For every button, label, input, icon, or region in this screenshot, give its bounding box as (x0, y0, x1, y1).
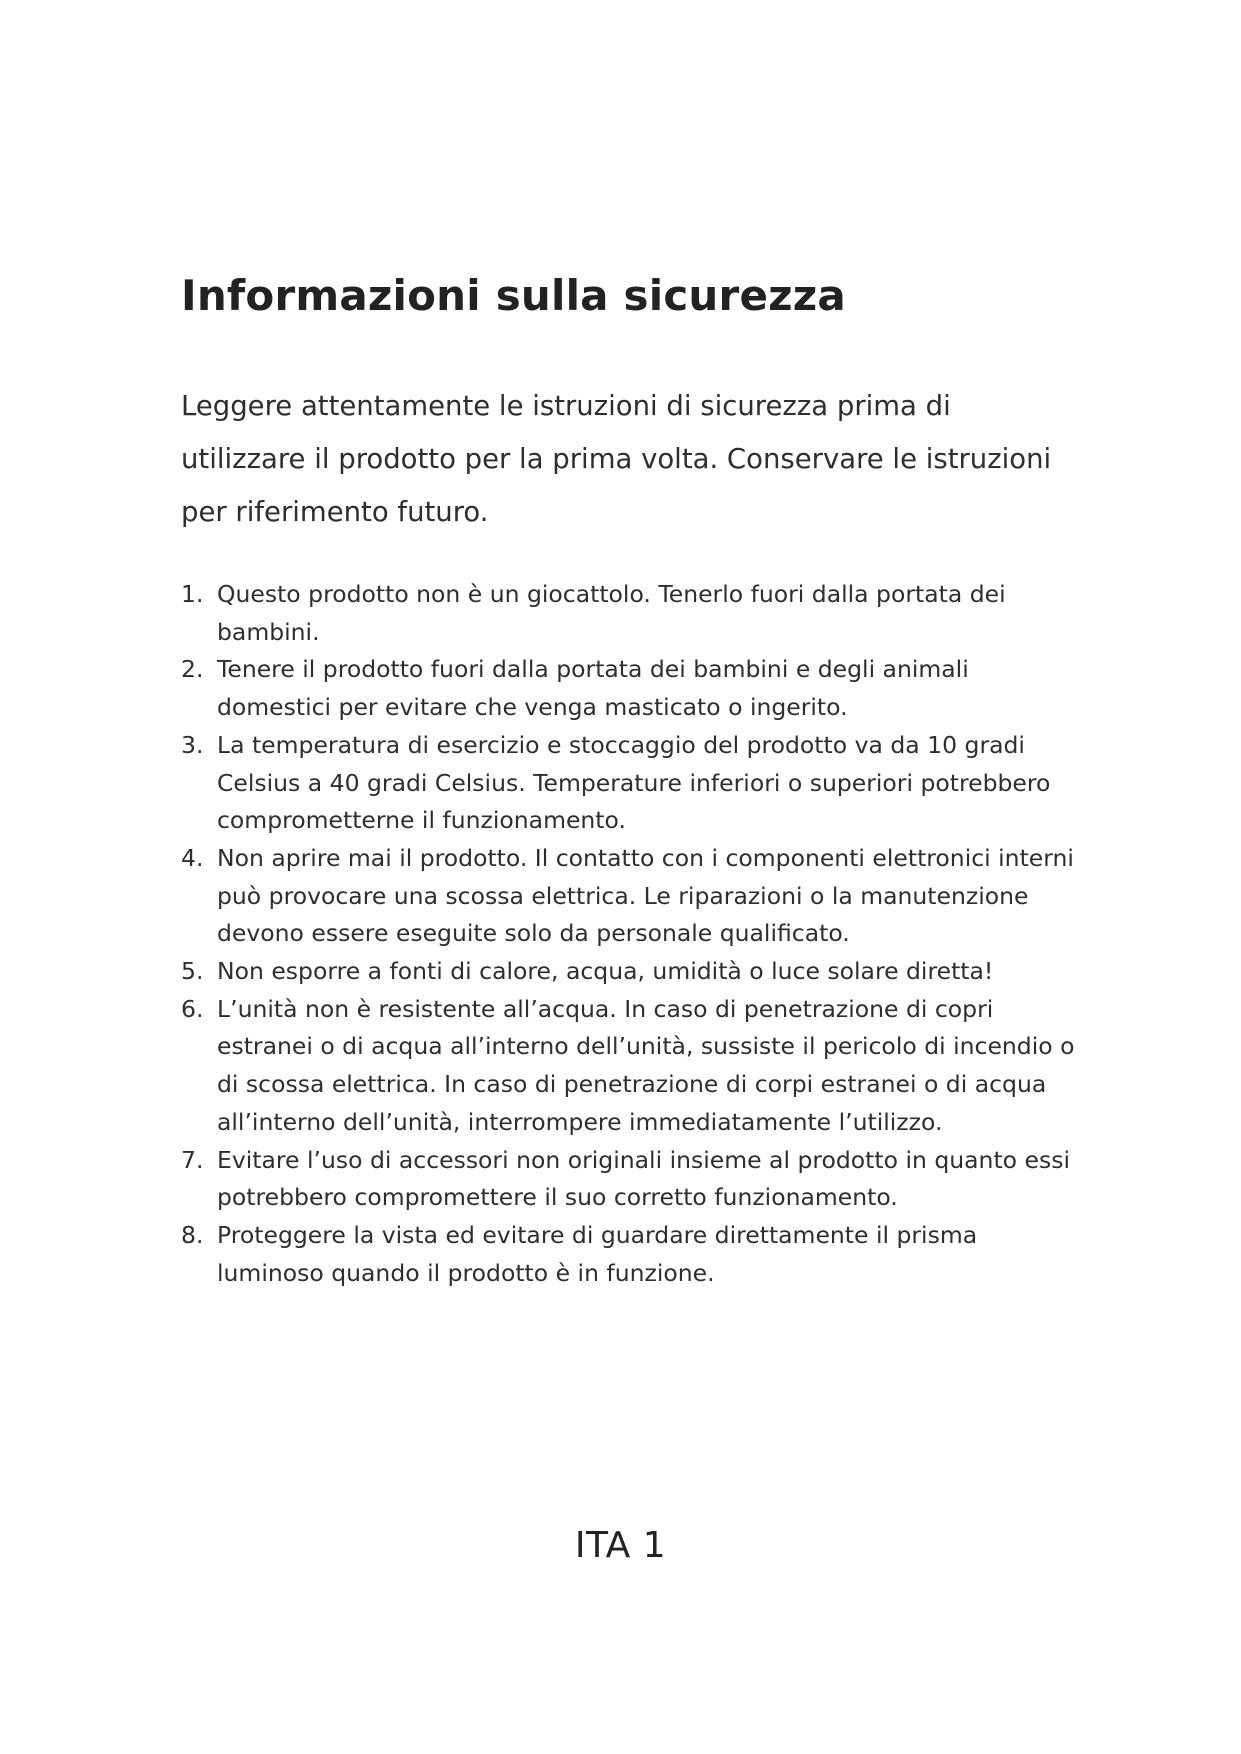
list-item (181, 651, 1081, 726)
list-item-number: 2. (181, 655, 204, 684)
list-item (181, 953, 1081, 991)
list-item-text: L’unità non è resistente all’acqua. In caso di penetrazione di copri estranei o di acqua all’interno dell’unità, sussiste il pericolo di incendio o di scossa elettrica. In caso di penetrazione di corpi estranei o di acqua all’interno dell’unità, interrompere immediatamente l’utilizzo. (217, 994, 1075, 1136)
list-item (181, 1142, 1081, 1217)
list-item-number: 4. (181, 843, 204, 872)
list-item-number: 5. (181, 957, 204, 986)
list-item-text: Non aprire mai il prodotto. Il contatto con i componenti elettronici interni può provocare una scossa elettrica. Le riparazioni o la manutenzione devono essere eseguite solo da personale qualificato. (217, 843, 1074, 948)
page-number: ITA 1 (574, 1525, 667, 1566)
list-item-number: 1. (181, 580, 204, 608)
safety-list (181, 576, 1081, 1292)
list-item-number: 8. (181, 1220, 204, 1249)
list-item-text: Non esporre a fonti di calore, acqua, umidità o luce solare diretta! (217, 957, 994, 986)
list-item (181, 991, 1081, 1142)
intro-paragraph: Leggere attentamente le istruzioni di sicurezza prima di utilizzare il prodotto per la prima volta. Conservare le istruzioni per riferimento futuro. (181, 390, 1052, 528)
list-item-text: La temperatura di esercizio e stoccaggio del prodotto va da 10 gradi Celsius a 40 gradi Celsius. Temperature inferiori o superiori potrebbero comprometterne il funzionamento. (217, 730, 1051, 835)
list-item (181, 840, 1081, 953)
list-item-text: Questo prodotto non è un giocattolo. Tenerlo fuori dalla portata dei bambini. (217, 580, 1006, 646)
list-item-number: 6. (181, 994, 204, 1023)
page-title: Informazioni sulla sicurezza (181, 271, 846, 320)
list-item-text: Proteggere la vista ed evitare di guardare direttamente il prisma luminoso quando il prodotto è in funzione. (217, 1220, 978, 1287)
list-item (181, 727, 1081, 840)
list-item-number: 7. (181, 1145, 204, 1174)
list-item (181, 576, 1081, 651)
list-item-text: Tenere il prodotto fuori dalla portata dei bambini e degli animali domestici per evitare che venga masticato o ingerito. (217, 655, 969, 722)
list-item-number: 3. (181, 730, 204, 759)
list-item (181, 1217, 1081, 1292)
list-item-text: Evitare l’uso di accessori non originali insieme al prodotto in quanto essi potrebbero compromettere il suo corretto funzionamento. (217, 1145, 1070, 1212)
